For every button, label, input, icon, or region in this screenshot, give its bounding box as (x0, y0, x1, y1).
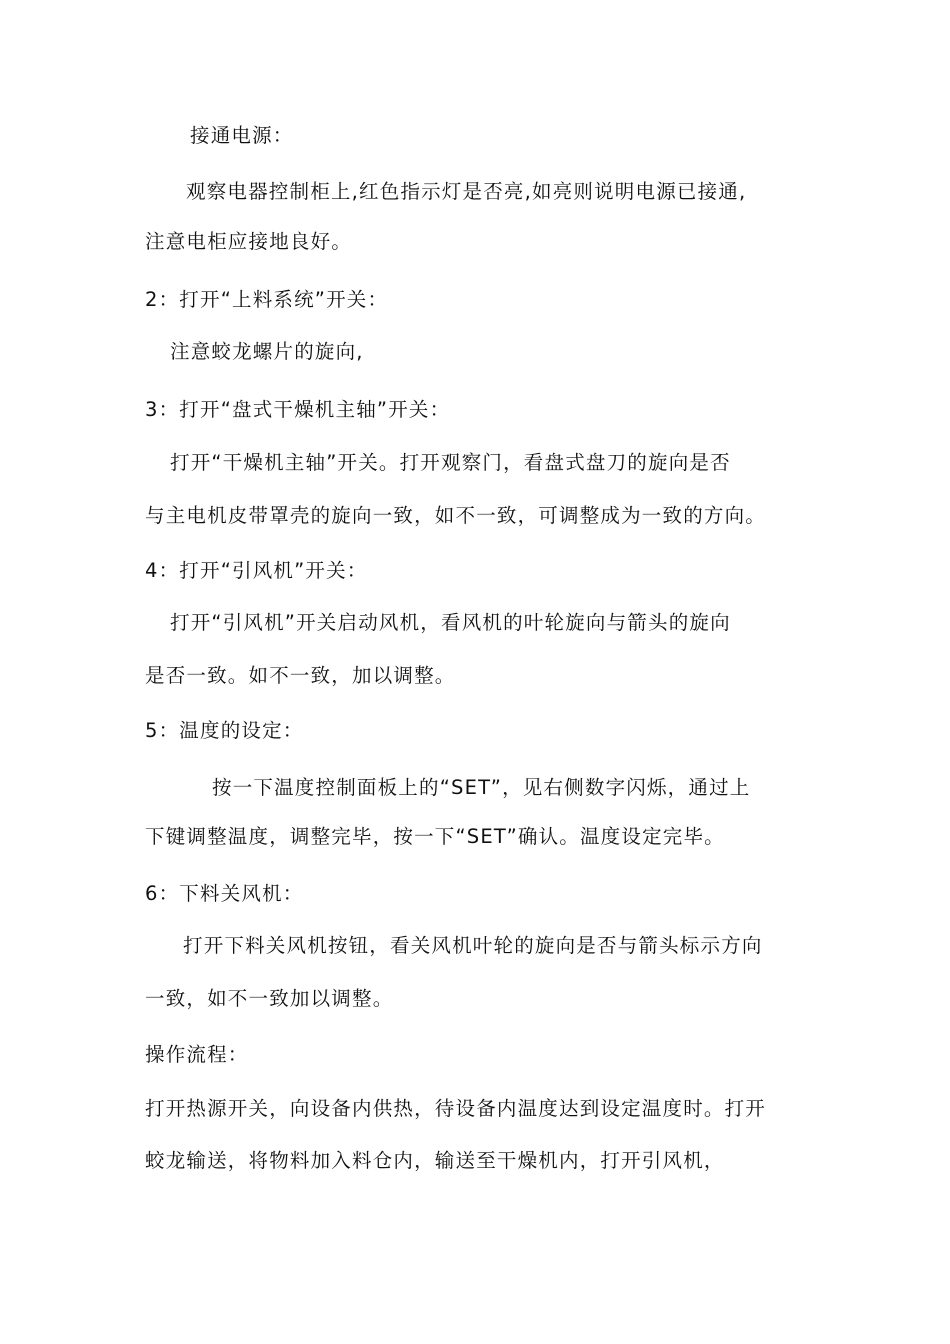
heading-step-2: 2：打开“上料系统”开关： (145, 288, 389, 311)
paragraph-line: 观察电器控制柜上,红色指示灯是否亮,如亮则说明电源已接通, (186, 180, 747, 203)
paragraph-line: 按一下温度控制面板上的“SET”，见右侧数字闪烁，通过上 (212, 776, 751, 799)
heading-operation-process: 操作流程： (145, 1043, 249, 1066)
paragraph-line: 一致，如不一致加以调整。 (145, 987, 394, 1010)
heading-power-on: 接通电源： (190, 124, 294, 147)
paragraph-line: 注意电柜应接地良好。 (145, 230, 353, 253)
paragraph-line: 注意蛟龙螺片的旋向, (170, 340, 364, 363)
paragraph-line: 打开下料关风机按钮，看关风机叶轮的旋向是否与箭头标示方向 (183, 934, 763, 957)
paragraph-line: 打开“干燥机主轴”开关。打开观察门，看盘式盘刀的旋向是否 (170, 451, 731, 474)
paragraph-line: 蛟龙输送，将物料加入料仓内，输送至干燥机内，打开引风机， (145, 1149, 725, 1172)
heading-step-3: 3：打开“盘式干燥机主轴”开关： (145, 398, 451, 421)
heading-step-5: 5：温度的设定： (145, 719, 304, 742)
heading-step-6: 6：下料关风机： (145, 882, 304, 905)
heading-step-4: 4：打开“引风机”开关： (145, 559, 368, 582)
paragraph-line: 与主电机皮带罩壳的旋向一致，如不一致，可调整成为一致的方向。 (145, 504, 767, 527)
paragraph-line: 下键调整温度，调整完毕，按一下“SET”确认。温度设定完毕。 (145, 825, 725, 848)
paragraph-line: 打开热源开关，向设备内供热，待设备内温度达到设定温度时。打开 (145, 1097, 767, 1120)
paragraph-line: 打开“引风机”开关启动风机，看风机的叶轮旋向与箭头的旋向 (170, 611, 731, 634)
paragraph-line: 是否一致。如不一致，加以调整。 (145, 664, 456, 687)
